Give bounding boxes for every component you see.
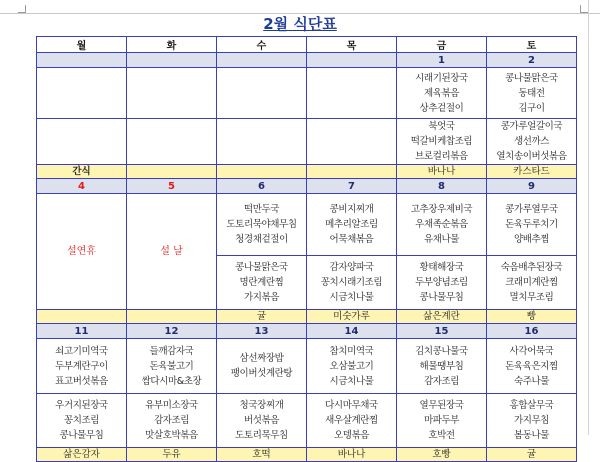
snack-cell: 빵: [487, 310, 577, 324]
menu-dish: 콩가루열무국: [505, 204, 558, 215]
snack-cell: 두유: [127, 448, 217, 462]
weekday-header: 수: [217, 37, 307, 53]
meal-row: [37, 339, 577, 394]
meal-cell: [307, 194, 397, 256]
snack-cell: 귤: [487, 448, 577, 462]
meal-cell: [37, 68, 127, 119]
holiday-label: 설연휴: [67, 246, 96, 257]
menu-dish: 북엇국: [428, 121, 455, 132]
meal-cell: [217, 394, 307, 448]
snack-row: [37, 310, 577, 324]
menu-dish: 우거지된장국: [55, 400, 108, 411]
menu-dish: 오삼불고기: [329, 360, 374, 372]
date-cell: 12: [127, 324, 217, 339]
menu-dish: 콩나물맑은국: [235, 262, 288, 273]
snack-cell: [127, 310, 217, 324]
menu-dish: 삼선짜장밥: [239, 353, 284, 364]
weekday-header: 목: [307, 37, 397, 53]
menu-dish: 두부양념조림: [415, 277, 468, 288]
snack-cell: [307, 165, 397, 179]
menu-dish: 시금치나물: [329, 375, 374, 387]
menu-dish: 유채나물: [423, 234, 460, 245]
date-row: [37, 324, 577, 339]
menu-dish: 어묵채볶음: [329, 234, 374, 245]
date-cell: 9: [487, 179, 577, 194]
snack-row: [37, 165, 577, 179]
menu-dish: 숙음배추된장국: [500, 262, 563, 273]
menu-dish: 해물땡부침: [419, 360, 464, 372]
menu-dish: 오뎅볶음: [333, 430, 370, 441]
menu-dish: 숙주나물: [513, 375, 550, 387]
menu-dish: 돈육불고기: [149, 360, 194, 372]
meal-cell: [487, 68, 577, 119]
menu-dish: 생선까스: [513, 136, 550, 147]
menu-dish: 다시마무채국: [325, 400, 378, 411]
menu-dish: 돈육육은지찜: [505, 360, 558, 372]
weekday-header-row: [37, 37, 577, 53]
meal-cell: [217, 194, 307, 256]
menu-dish: 팽이버섯계란탕: [230, 368, 293, 379]
meal-cell: [307, 119, 397, 165]
snack-cell: 호떡: [217, 448, 307, 462]
meal-cell: [37, 194, 127, 310]
menu-dish: 두부계란구이: [55, 360, 108, 372]
page-margin-line: [588, 0, 589, 435]
meal-cell: [217, 68, 307, 119]
meal-cell: [307, 339, 397, 394]
weekday-header: 화: [127, 37, 217, 53]
meal-cell: [217, 256, 307, 310]
menu-dish: 김치콩나물국: [415, 345, 468, 357]
meal-cell: [487, 394, 577, 448]
menu-dish: 청국장찌개: [239, 400, 284, 411]
snack-cell: 호빵: [397, 448, 487, 462]
menu-dish: 감자양파국: [329, 262, 374, 273]
date-cell: 6: [217, 179, 307, 194]
menu-dish: 멸치무조림: [509, 292, 554, 303]
menu-dish: 황태해장국: [419, 262, 464, 273]
snack-cell: 바나나: [307, 448, 397, 462]
menu-dish: 상추겉절이: [419, 102, 464, 114]
menu-dish: 콩비지찌개: [329, 204, 374, 215]
meal-cell: [487, 119, 577, 165]
snack-cell: 바나나: [397, 165, 487, 179]
meal-cell: [127, 394, 217, 448]
page-corner-mark-right: [580, 5, 588, 13]
menu-dish: 도토리묵야채무침: [226, 219, 297, 230]
menu-dish: 쇠고기미역국: [55, 345, 108, 357]
meal-cell: [307, 394, 397, 448]
meal-cell: [307, 256, 397, 310]
meal-cell: [127, 194, 217, 310]
meal-cell: [397, 119, 487, 165]
menu-dish: 감자조림: [423, 375, 460, 387]
menu-dish: 버섯볶음: [243, 415, 280, 426]
date-cell: 15: [397, 324, 487, 339]
menu-dish: 떡갈비케찹조림: [410, 136, 473, 147]
menu-dish: 콩가루얼갈이국: [500, 121, 563, 132]
weekday-header: 금: [397, 37, 487, 53]
snack-cell: [37, 310, 127, 324]
menu-dish: 꽁치조림: [63, 415, 100, 426]
snack-row: [37, 448, 577, 462]
menu-dish: 시래기된장국: [415, 72, 468, 84]
snack-cell: 삶은감자: [37, 448, 127, 462]
meal-cell: [487, 194, 577, 256]
menu-dish: 호박전: [428, 430, 455, 441]
menu-dish: 콩나물맑은국: [505, 72, 558, 84]
snack-cell: 카스타드: [487, 165, 577, 179]
meal-cell: [37, 394, 127, 448]
date-cell: 8: [397, 179, 487, 194]
meal-cell: [37, 119, 127, 165]
menu-dish: 마파두부: [423, 415, 460, 426]
date-cell: 7: [307, 179, 397, 194]
meal-cell: [397, 68, 487, 119]
menu-dish: 명란계란찜: [239, 277, 284, 288]
date-cell: [307, 53, 397, 68]
menu-dish: 열치송이버섯볶음: [496, 151, 567, 162]
menu-dish: 시금치나물: [329, 292, 374, 303]
meal-cell: [397, 339, 487, 394]
snack-cell: 귤: [217, 310, 307, 324]
date-cell: 1: [397, 53, 487, 68]
date-cell: 11: [37, 324, 127, 339]
menu-dish: 열무된장국: [419, 400, 464, 411]
menu-dish: 콩나물무침: [419, 292, 464, 303]
menu-dish: 도토리묵무침: [235, 430, 288, 441]
meal-cell: [487, 256, 577, 310]
page-title: 2월 식단표: [263, 15, 337, 33]
snack-cell: 미숫가루: [307, 310, 397, 324]
snack-cell: [217, 165, 307, 179]
meal-cell: [397, 194, 487, 256]
page-corner-mark-left: [18, 5, 26, 13]
date-cell: 16: [487, 324, 577, 339]
menu-dish: 김구이: [518, 102, 545, 114]
menu-dish: 가지볶음: [243, 292, 280, 303]
date-cell: 14: [307, 324, 397, 339]
meal-cell: [37, 339, 127, 394]
menu-table: [36, 36, 577, 462]
menu-dish: 동태전: [518, 87, 545, 99]
meal-cell: [217, 339, 307, 394]
menu-dish: 양배추찜: [513, 234, 550, 245]
meal-cell: [397, 394, 487, 448]
date-row: [37, 53, 577, 68]
date-cell: 5: [127, 179, 217, 194]
snack-cell: [127, 165, 217, 179]
menu-dish: 고추장우제비국: [410, 204, 473, 215]
menu-dish: 홍합살무국: [509, 400, 554, 411]
menu-dish: 떡만두국: [243, 204, 280, 215]
menu-dish: 돈육두루치기: [505, 219, 558, 230]
date-row: [37, 179, 577, 194]
menu-dish: 들깨감자국: [149, 345, 194, 357]
menu-dish: 봄동나물: [513, 430, 550, 441]
meal-cell: [487, 339, 577, 394]
weekday-header: 월: [37, 37, 127, 53]
meal-cell: [127, 119, 217, 165]
meal-cell: [307, 68, 397, 119]
date-cell: 4: [37, 179, 127, 194]
meal-cell: [217, 119, 307, 165]
snack-label: 간식: [37, 165, 127, 179]
menu-dish: 청경채겉절이: [235, 234, 288, 245]
menu-dish: 쌈다시마&초장: [141, 375, 202, 387]
menu-dish: 가지무침: [513, 415, 550, 426]
meal-row: [37, 194, 577, 256]
menu-dish: 맛살호박볶음: [145, 430, 198, 441]
date-cell: [217, 53, 307, 68]
menu-dish: 제육볶음: [423, 87, 460, 99]
menu-dish: 유부미소장국: [145, 400, 198, 411]
meal-cell: [127, 68, 217, 119]
menu-dish: 꽁치시래기조림: [320, 277, 383, 288]
meal-row: [37, 68, 577, 119]
meal-cell: [127, 339, 217, 394]
meal-cell: [397, 256, 487, 310]
date-cell: 13: [217, 324, 307, 339]
menu-dish: 우채족순볶음: [415, 219, 468, 230]
menu-dish: 브로컬리볶음: [415, 151, 468, 162]
menu-dish: 콩나물무침: [59, 430, 104, 441]
menu-dish: 표고버섯볶음: [55, 375, 108, 387]
menu-dish: 참치미역국: [329, 345, 374, 357]
snack-cell: 삶은계란: [397, 310, 487, 324]
weekday-header: 토: [487, 37, 577, 53]
menu-dish: 감자조림: [153, 415, 190, 426]
menu-dish: 새우살계란찜: [325, 415, 378, 426]
menu-dish: 크래미계란찜: [505, 277, 558, 288]
date-cell: [127, 53, 217, 68]
menu-dish: 메추리알조림: [325, 219, 378, 230]
date-cell: 2: [487, 53, 577, 68]
menu-dish: 사각어묵국: [509, 345, 554, 357]
meal-row: [37, 394, 577, 448]
date-cell: [37, 53, 127, 68]
meal-row: [37, 119, 577, 165]
holiday-label: 설 날: [160, 246, 183, 257]
